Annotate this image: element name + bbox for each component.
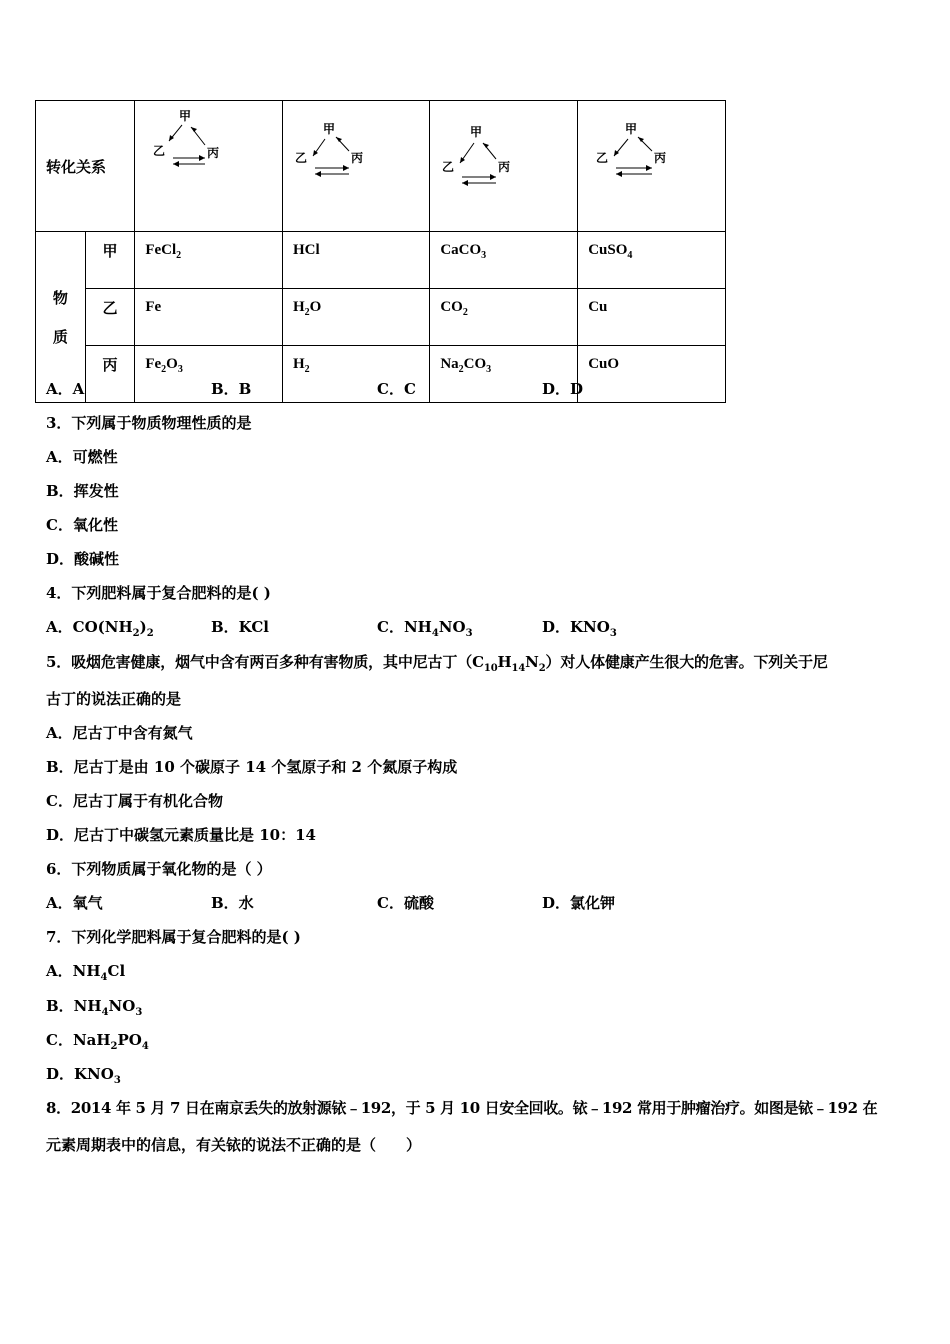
diagram-a xyxy=(135,101,283,232)
q2-option-d[interactable]: D．D xyxy=(542,380,584,398)
q4-option-c[interactable]: C．$NH_4NO_3$ xyxy=(377,618,473,639)
q5-option-c[interactable]: C．尼古丁属于有机化合物 xyxy=(46,792,223,810)
q5-stem-line1: 5．吸烟危害健康，烟气中含有两百多种有害物质，其中尼古丁$(C_{10}H_{14}N_2)$对人体健康产生很大的危害。下列关于尼 xyxy=(46,653,828,674)
q5-option-b[interactable]: B．尼古丁是由 10 个碳原子 14 个氢原子和 2 个氮原子构成 xyxy=(46,758,458,776)
table-cell: $CO_2$ xyxy=(430,289,578,346)
diagram-c xyxy=(430,101,578,232)
q3-stem: 3．下列属于物质物理性质的是 xyxy=(46,414,252,432)
diagram-d xyxy=(578,101,726,232)
diagram-left-label: 乙 xyxy=(596,151,609,165)
relation-row xyxy=(36,101,726,232)
q4-option-d[interactable]: D．$KNO_3$ xyxy=(542,618,617,639)
matter-label xyxy=(36,232,86,403)
conversion-table xyxy=(35,100,726,403)
q5-option-d[interactable]: D．尼古丁中碳氢元素质量比是 10：14 xyxy=(46,826,316,844)
q6-option-d[interactable]: D．氯化钾 xyxy=(542,894,616,912)
relation-header: 转化关系 xyxy=(36,101,135,232)
table-cell: $H_2O$ xyxy=(282,289,429,346)
diagram-right-label: 丙 xyxy=(207,146,220,160)
q2-option-a[interactable]: A．A xyxy=(46,380,85,398)
q6-option-b[interactable]: B．水 xyxy=(211,894,254,912)
table-cell: Fe xyxy=(135,289,283,346)
matter-label-1: 物 xyxy=(52,291,68,307)
q6-option-a[interactable]: A．氧气 xyxy=(46,894,103,912)
diagram-b xyxy=(282,101,429,232)
q7-option-b[interactable]: B．$NH_4NO_3$ xyxy=(46,997,143,1018)
table-cell: FeCl$_2$ xyxy=(135,232,283,289)
triangle-diagram-icon xyxy=(283,101,432,231)
table-cell: HCl xyxy=(282,232,429,289)
triangle-diagram-icon xyxy=(135,101,284,231)
matter-label-2: 质 xyxy=(52,330,68,346)
table-cell: $Fe_2O_3$ xyxy=(135,346,283,403)
diagram-left-label: 乙 xyxy=(442,160,455,174)
diagram-right-label: 丙 xyxy=(350,151,363,165)
row-name: 丙 xyxy=(85,346,135,403)
triangle-diagram-icon xyxy=(578,101,727,231)
row-name: 乙 xyxy=(85,289,135,346)
q5-option-a[interactable]: A．尼古丁中含有氮气 xyxy=(46,724,193,742)
table-cell: Cu xyxy=(578,289,726,346)
q8-stem-line1: 8．2014 年 5 月 7 日在南京丢失的放射源铱﹣192，于 5 月 10 日安全回收。铱﹣192 常用于肿瘤治疗。如图是铱﹣192 在 xyxy=(46,1099,878,1117)
diagram-left-label: 乙 xyxy=(294,151,307,165)
diagram-top-label: 甲 xyxy=(625,122,638,136)
diagram-top-label: 甲 xyxy=(322,122,335,136)
q7-option-a[interactable]: A．$NH_4Cl$ xyxy=(46,962,126,983)
q3-option-b[interactable]: B．挥发性 xyxy=(46,482,119,500)
q3-option-c[interactable]: C．氧化性 xyxy=(46,516,118,534)
diagram-left-label: 乙 xyxy=(153,144,166,158)
diagram-top-label: 甲 xyxy=(179,109,192,123)
q3-option-d[interactable]: D．酸碱性 xyxy=(46,550,120,568)
q6-option-c[interactable]: C．硫酸 xyxy=(377,894,434,912)
q6-stem: 6．下列物质属于氧化物的是（ ） xyxy=(46,860,272,878)
q7-option-c[interactable]: C．$NaH_2PO_4$ xyxy=(46,1031,149,1052)
triangle-diagram-icon xyxy=(430,101,579,231)
q8-stem-line2: 元素周期表中的信息，有关铱的说法不正确的是（ ） xyxy=(46,1136,422,1154)
q3-option-a[interactable]: A．可燃性 xyxy=(46,448,118,466)
row-name: 甲 xyxy=(85,232,135,289)
table-cell: $Na_2CO_3$ xyxy=(430,346,578,403)
q7-stem: 7．下列化学肥料属于复合肥料的是( ) xyxy=(46,928,301,946)
q2-option-b[interactable]: B．B xyxy=(211,380,252,398)
q2-option-c[interactable]: C．C xyxy=(377,380,416,398)
table-cell: CuSO$_4$ xyxy=(578,232,726,289)
table-row xyxy=(36,232,726,289)
q4-option-b[interactable]: B．KCl xyxy=(211,618,269,636)
diagram-right-label: 丙 xyxy=(498,160,511,174)
q4-stem: 4．下列肥料属于复合肥料的是( ) xyxy=(46,584,271,602)
diagram-top-label: 甲 xyxy=(470,125,483,139)
table-cell: $H_2$ xyxy=(282,346,429,403)
table-row xyxy=(36,289,726,346)
q7-option-d[interactable]: D．$KNO_3$ xyxy=(46,1065,121,1086)
q4-option-a[interactable]: A．$CO(NH_2)_2$ xyxy=(46,618,154,639)
table-cell: CaCO$_3$ xyxy=(430,232,578,289)
table-cell: CuO xyxy=(578,346,726,403)
q5-stem-line2: 古丁的说法正确的是 xyxy=(46,690,182,708)
diagram-right-label: 丙 xyxy=(654,151,667,165)
